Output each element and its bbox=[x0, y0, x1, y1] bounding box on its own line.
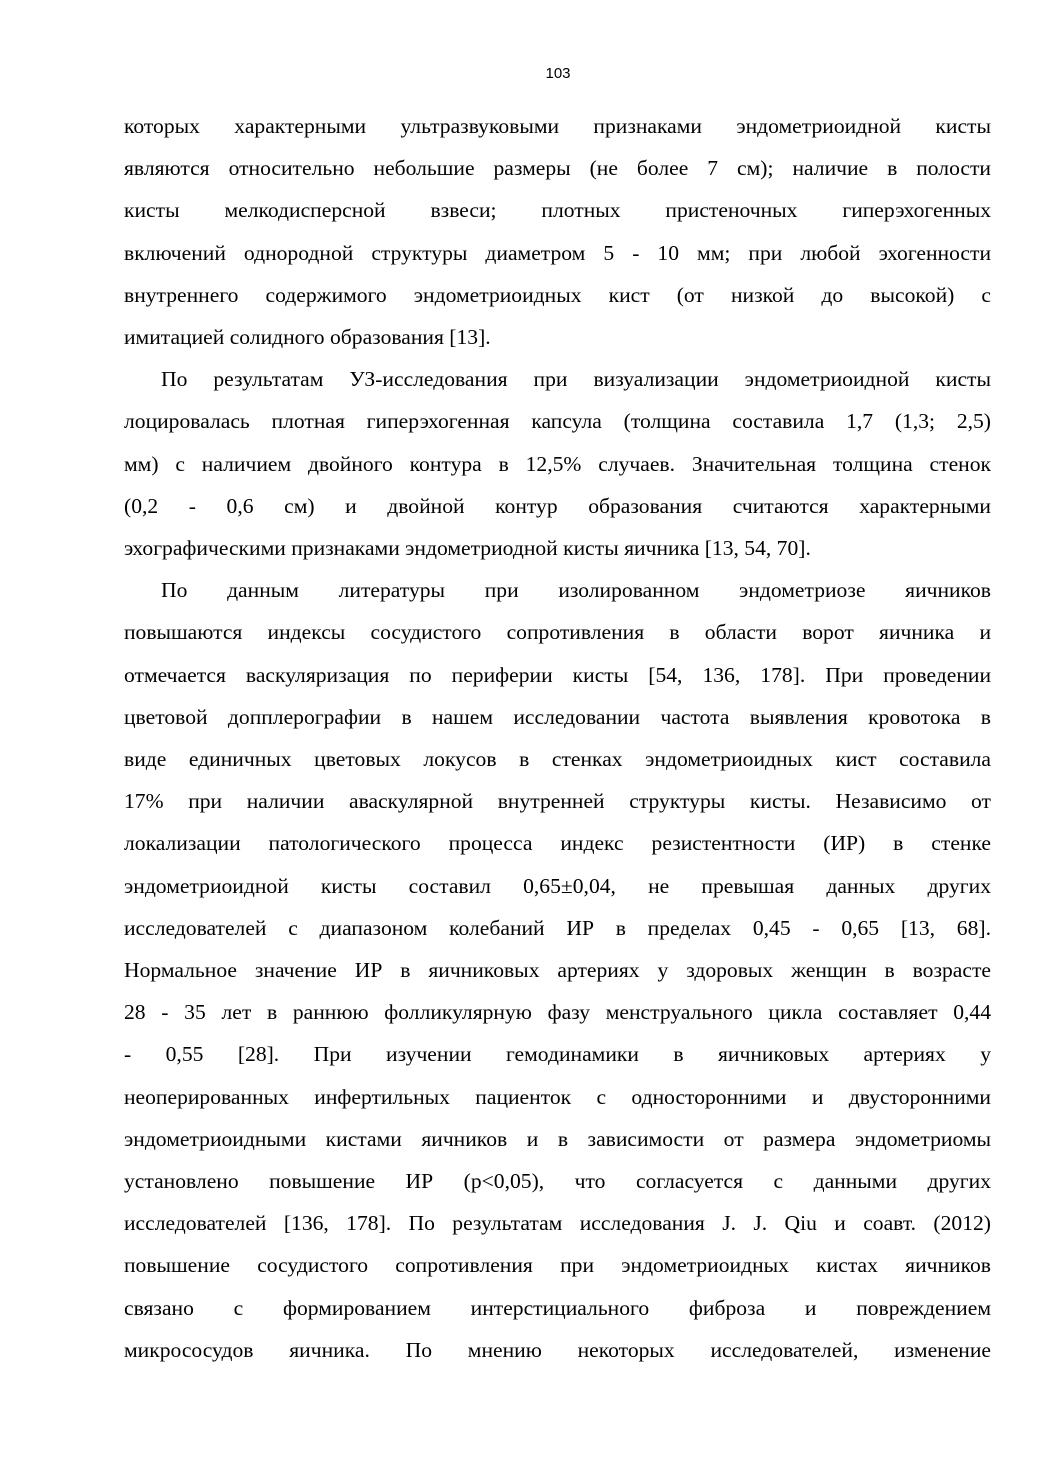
text-line: эхографическими признаками эндометриодной кисты яичника [13, 54, 70]. bbox=[124, 536, 811, 561]
text-line: связано с формированием интерстициального фиброза и повреждением bbox=[124, 1295, 991, 1320]
text-line: установлено повышение ИР (p<0,05), что согласуется с данными других bbox=[124, 1169, 991, 1194]
paragraph bbox=[124, 569, 991, 1371]
text-line: 17% при наличии аваскулярной внутренней структуры кисты. Независимо от bbox=[124, 789, 991, 814]
text-line: - 0,55 [28]. При изучении гемодинамики в яичниковых артериях у bbox=[124, 1042, 991, 1067]
text-line: эндометриоидными кистами яичников и в зависимости от размера эндометриомы bbox=[124, 1126, 991, 1151]
paragraph bbox=[124, 105, 991, 358]
text-line: имитацией солидного образования [13]. bbox=[124, 325, 491, 350]
text-line: повышаются индексы сосудистого сопротивления в области ворот яичника и bbox=[124, 620, 991, 645]
page-number: 103 bbox=[545, 65, 571, 82]
text-line: которых характерными ультразвуковыми признаками эндометриоидной кисты bbox=[124, 114, 991, 138]
text-line: микрососудов яичника. По мнению некоторых исследователей, изменение bbox=[124, 1337, 991, 1362]
paragraph bbox=[124, 358, 991, 569]
text-line: виде единичных цветовых локусов в стенках эндометриоидных кист составила bbox=[124, 747, 991, 772]
text-line: (0,2 - 0,6 см) и двойной контур образования считаются характерными bbox=[124, 493, 991, 518]
text-line: локализации патологического процесса индекс резистентности (ИР) в стенке bbox=[124, 831, 991, 856]
text-line: кисты мелкодисперсной взвеси; плотных пристеночных гиперэхогенных bbox=[124, 198, 991, 223]
text-line: являются относительно небольшие размеры (не более 7 см); наличие в полости bbox=[124, 156, 991, 181]
text-line: лоцировалась плотная гиперэхогенная капсула (толщина составила 1,7 (1,3; 2,5) bbox=[124, 409, 991, 434]
text-line: 28 - 35 лет в раннюю фолликулярную фазу менструального цикла составляет 0,44 bbox=[124, 1000, 991, 1025]
text-line: цветовой допплерографии в нашем исследовании частота выявления кровотока в bbox=[124, 704, 991, 729]
text-line: исследователей с диапазоном колебаний ИР в пределах 0,45 - 0,65 [13, 68]. bbox=[124, 915, 991, 940]
text-line: повышение сосудистого сопротивления при эндометриоидных кистах яичников bbox=[124, 1253, 991, 1278]
text-line: внутреннего содержимого эндометриоидных кист (от низкой до высокой) с bbox=[124, 282, 991, 307]
text-line: неоперированных инфертильных пациенток с односторонними и двусторонними bbox=[124, 1084, 991, 1109]
text-line: По результатам УЗ-исследования при визуализации эндометриоидной кисты bbox=[161, 367, 991, 392]
text-line: исследователей [136, 178]. По результатам исследования J. J. Qiu и соавт. (2012) bbox=[124, 1211, 991, 1236]
body-text bbox=[124, 105, 991, 1371]
text-line: включений однородной структуры диаметром 5 - 10 мм; при любой эхогенности bbox=[124, 240, 991, 265]
text-line: Нормальное значение ИР в яичниковых артериях у здоровых женщин в возрасте bbox=[124, 958, 991, 983]
text-line: мм) с наличием двойного контура в 12,5% случаев. Значительная толщина стенок bbox=[124, 451, 991, 476]
text-line: эндометриоидной кисты составил 0,65±0,04, не превышая данных других bbox=[124, 873, 991, 898]
text-line: отмечается васкуляризация по периферии кисты [54, 136, 178]. При проведении bbox=[124, 662, 991, 687]
text-line: По данным литературы при изолированном эндометриозе яичников bbox=[161, 578, 991, 603]
